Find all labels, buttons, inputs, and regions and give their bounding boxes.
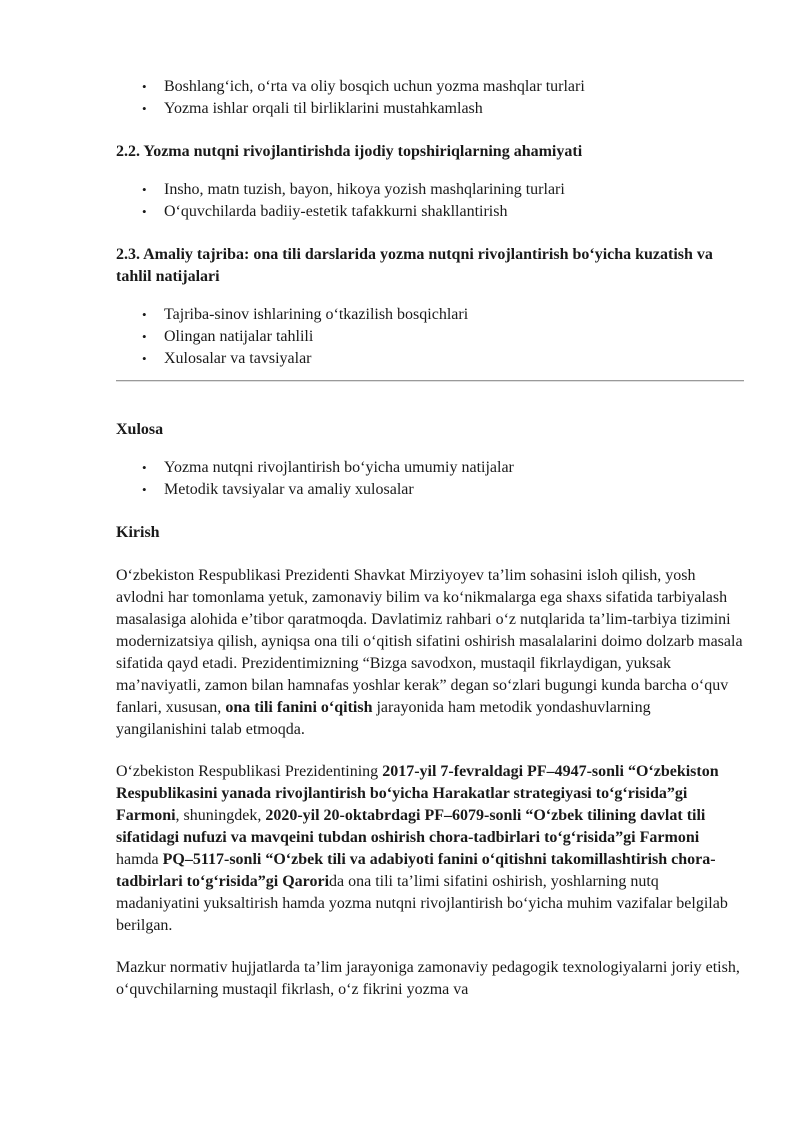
bullet-icon: • — [142, 79, 147, 94]
list-item: • Xulosalar va tavsiyalar — [116, 348, 744, 370]
kirish-paragraph-2: O‘zbekiston Respublikasi Prezidentining 2017-yil 7-fevraldagi PF–4947-sonli “O‘zbekiston Respublikasini yanada rivojlantirish bo‘yicha Harakatlar strategiyasi to‘g‘risida”gi Farmoni, shuningdek, 2020-yil 20-oktabrdagi PF–6079-sonli “O‘zbek tilining davlat tili sifatidagi nufuzi va mavqeini tubdan oshirish chora-tadbirlari to‘g‘risida”gi Farmoni hamda PQ–5117-sonli “O‘zbek tili va adabiyoti fanini o‘qitishni takomillashtirish chora-tadbirlari to‘g‘risida”gi Qarorida ona tili ta’limi sifatini oshirish, yoshlarning nutq madaniyatini yuksaltirish hamda yozma nutqni rivojlantirish bo‘yicha muhim vazifalar belgilab berilgan. — [116, 763, 728, 934]
list-item: • Yozma ishlar orqali til birliklarini mustahkamlash — [116, 98, 744, 120]
kirish-paragraph-1: O‘zbekiston Respublikasi Prezidenti Shavkat Mirziyoyev ta’lim sohasini isloh qilish, yosh avlodni har tomonlama yetuk, zamonaviy bilim va ko‘nikmalarga ega shaxs sifatida tarbiyalash masalasiga alohida e’tibor qaratmoqda. Davlatimiz rahbari o‘z nutqlarida ta’lim-tarbiya tizimini modernizatsiya qilish, ayniqsa ona tili o‘qitish sifatini oshirish masalalarini doimo dolzarb masala sifatida qayd etadi. Prezidentimizning “Bizga savodxon, mustaqil fikrlaydigan, yuksak ma’naviyatli, zamon bilan hamnafas yoshlar kerak” degan so‘zlari bugungi kunda barcha o‘quv fanlari, xususan, ona tili fanini o‘qitish jarayonida ham metodik yondashuvlarning yangilanishini talab etmoqda. — [116, 567, 743, 738]
section-heading-2-3: 2.3. Amaliy tajriba: ona tili darslarida yozma nutqni rivojlantirish bo‘yicha kuzatish va tahlil natijalari — [116, 246, 713, 285]
kirish-paragraph-3: Mazkur normativ hujjatlarda ta’lim jarayoniga zamonaviy pedagogik texnologiyalarni joriy etish, o‘quvchilarning mustaqil fikrlash, o‘z fikrini yozma va — [116, 959, 740, 998]
list-item: • Yozma nutqni rivojlantirish bo‘yicha umumiy natijalar — [116, 457, 744, 479]
bullet-icon: • — [142, 482, 147, 497]
bullet-icon: • — [142, 307, 147, 322]
bullet-icon: • — [142, 204, 147, 219]
document-page — [116, 76, 744, 1001]
bullet-icon: • — [142, 351, 147, 366]
bullet-list-2-2 — [116, 179, 744, 223]
bullet-list-top — [116, 76, 744, 120]
list-item: • Insho, matn tuzish, bayon, hikoya yozish mashqlarining turlari — [116, 179, 744, 201]
list-item: • Metodik tavsiyalar va amaliy xulosalar — [116, 479, 744, 501]
bullet-icon: • — [142, 329, 147, 344]
horizontal-divider — [116, 380, 744, 382]
list-item: • Boshlang‘ich, o‘rta va oliy bosqich uchun yozma mashqlar turlari — [116, 76, 744, 98]
kirish-heading: Kirish — [116, 524, 160, 541]
list-item: • O‘quvchilarda badiiy-estetik tafakkurni shakllantirish — [116, 201, 744, 223]
list-item: • Tajriba-sinov ishlarining o‘tkazilish bosqichlari — [116, 304, 744, 326]
bullet-icon: • — [142, 182, 147, 197]
xulosa-heading: Xulosa — [116, 421, 164, 438]
bullet-list-xulosa — [116, 457, 744, 501]
list-item: • Olingan natijalar tahlili — [116, 326, 744, 348]
section-heading-2-2: 2.2. Yozma nutqni rivojlantirishda ijodiy topshiriqlarning ahamiyati — [116, 143, 583, 160]
bullet-icon: • — [142, 101, 147, 116]
bullet-icon: • — [142, 460, 147, 475]
bullet-list-2-3 — [116, 304, 744, 370]
